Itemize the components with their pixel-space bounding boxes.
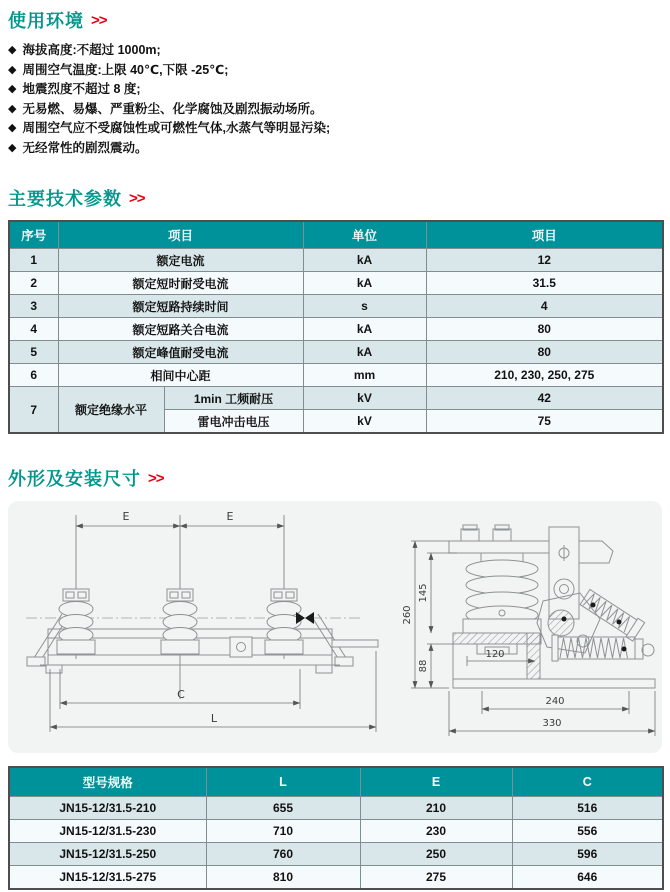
section-title-outline [8,466,662,490]
bullet-text: 周围空气温度:上限 40℃,下限 -25℃; [22,62,229,77]
cell-l: 810 [206,866,360,890]
cell-c: 556 [512,820,663,843]
cell-unit: kA [303,249,426,272]
table-row [9,295,663,318]
cell-e: 210 [360,797,512,820]
cell-item: 相间中心距 [58,364,303,387]
cell-unit: kV [303,410,426,434]
shaft-marker [305,612,314,624]
horizontal-spring [552,635,654,661]
diamond-bullet-icon: ◆ [8,122,17,134]
side-view-drawing [397,501,660,753]
cell-model: JN15-12/31.5-210 [9,797,206,820]
cell-model: JN15-12/31.5-275 [9,866,206,890]
cell-value: 4 [426,295,663,318]
table-row [9,797,663,820]
cell-l: 760 [206,843,360,866]
cell-value: 75 [426,410,663,434]
dim-label-260: 260 [402,605,413,625]
catalog-page [0,8,670,890]
table-row [9,318,663,341]
dim-label-c: C [177,688,185,701]
dim-label-240: 240 [545,696,565,707]
diamond-bullet-icon: ◆ [8,83,17,95]
section-arrow-icon: >> [148,470,164,487]
bullet-text: 地震烈度不超过 8 度; [22,82,141,96]
list-item [8,100,662,120]
dim-label-l: L [210,712,218,725]
diamond-bullet-icon: ◆ [8,63,17,76]
cell-c: 516 [512,797,663,820]
cell-subitem: 雷电冲击电压 [164,410,303,434]
col-header-item: 项目 [58,221,303,249]
list-item [8,41,662,61]
col-header-c: C [512,767,663,797]
cell-e: 250 [360,843,512,866]
bullet-text: 海拔高度:不超过 1000m; [22,43,161,57]
cell-no: 4 [9,318,58,341]
table-row [9,866,663,890]
diagonal-spring [579,588,645,641]
dim-label-88: 88 [418,659,429,673]
table-row [9,387,663,410]
table-row [9,341,663,364]
cell-no: 5 [9,341,58,364]
cell-no: 1 [9,249,58,272]
diamond-bullet-icon: ◆ [8,102,17,115]
list-item [8,119,662,139]
front-view-drawing [10,501,395,753]
dim-label-145: 145 [418,583,429,603]
cell-unit: kA [303,272,426,295]
col-header-model: 型号规格 [9,767,206,797]
diamond-bullet-icon: ◆ [8,141,17,154]
table-header-row [9,767,663,797]
col-header-unit: 单位 [303,221,426,249]
dim-label-120: 120 [485,649,505,660]
table-row [9,249,663,272]
section-title-text: 外形及安装尺寸 [8,469,141,489]
cell-item: 额定电流 [58,249,303,272]
list-item [8,61,662,81]
cell-c: 646 [512,866,663,890]
cell-c: 596 [512,843,663,866]
table-row [9,364,663,387]
insulator-pole [57,589,95,659]
cell-unit: kA [303,318,426,341]
insulator-pole [161,589,199,699]
cell-value: 210, 230, 250, 275 [426,364,663,387]
cell-value: 80 [426,341,663,364]
col-header-no: 序号 [9,221,58,249]
cell-item: 额定短路关合电流 [58,318,303,341]
dim-label-e2: E [226,510,234,523]
cell-group: 额定绝缘水平 [58,387,164,434]
cell-no: 2 [9,272,58,295]
cell-item: 额定峰值耐受电流 [58,341,303,364]
cell-unit: s [303,295,426,318]
cell-unit: kV [303,387,426,410]
insulator-pole [265,589,303,659]
section-title-params [8,186,662,210]
model-spec-table [8,766,664,890]
list-item [8,139,662,159]
cell-subitem: 1min 工频耐压 [164,387,303,410]
tech-params-table [8,220,664,434]
dim-label-e1: E [122,510,130,523]
table-header-row [9,221,663,249]
col-header-e: E [360,767,512,797]
cell-model: JN15-12/31.5-230 [9,820,206,843]
cell-value: 42 [426,387,663,410]
bullet-text: 无经常性的剧烈震动。 [22,140,148,155]
cell-no: 3 [9,295,58,318]
cell-unit: mm [303,364,426,387]
diamond-bullet-icon: ◆ [8,44,17,56]
table-row [9,843,663,866]
cell-unit: kA [303,341,426,364]
cell-l: 655 [206,797,360,820]
dimension-drawing-panel [8,501,662,753]
section-arrow-icon: >> [91,12,107,29]
bullet-text: 周围空气应不受腐蚀性或可燃性气体,水蒸气等明显污染; [22,121,331,135]
cell-value: 80 [426,318,663,341]
cell-e: 230 [360,820,512,843]
cell-l: 710 [206,820,360,843]
cell-no: 7 [9,387,58,434]
list-item [8,80,662,100]
cell-item: 额定短时耐受电流 [58,272,303,295]
dim-label-330: 330 [542,718,562,729]
cell-value: 31.5 [426,272,663,295]
section-arrow-icon: >> [129,190,145,207]
section-title-text: 使用环境 [8,11,84,31]
table-row [9,272,663,295]
cell-value: 12 [426,249,663,272]
table-row [9,820,663,843]
cell-no: 6 [9,364,58,387]
section-title-text: 主要技术参数 [8,189,122,209]
cell-item: 额定短路持续时间 [58,295,303,318]
bullet-text: 无易燃、易爆、严重粉尘、化学腐蚀及剧烈振动场所。 [22,101,323,116]
col-header-value: 项目 [426,221,663,249]
section-title-usage [8,8,662,32]
usage-bullet-list [8,41,662,158]
cell-model: JN15-12/31.5-250 [9,843,206,866]
cell-e: 275 [360,866,512,890]
col-header-l: L [206,767,360,797]
